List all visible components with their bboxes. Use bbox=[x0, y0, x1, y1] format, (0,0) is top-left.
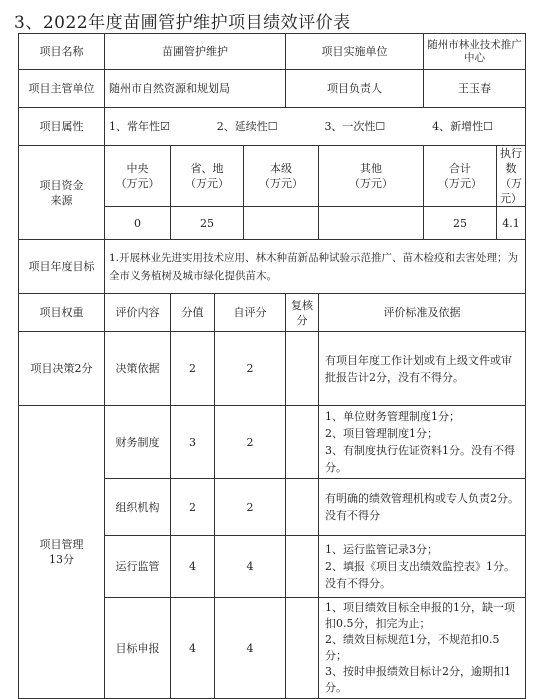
eval-content: 运行监管 bbox=[105, 536, 171, 598]
eval-content: 财务制度 bbox=[105, 406, 171, 479]
funding-header-other: 其他 （万元） bbox=[319, 146, 424, 207]
funding-executed: 4.1 bbox=[497, 207, 526, 240]
attr-option-regular: 1、常年性☑ bbox=[109, 120, 170, 133]
supervisor-value: 随州市自然资源和规划局 bbox=[105, 70, 286, 108]
eval-content: 组织机构 bbox=[105, 479, 171, 536]
eval-header-criteria: 评价标准及依据 bbox=[319, 294, 526, 332]
eval-header-score: 分值 bbox=[171, 294, 215, 332]
funding-label: 项目资金 来源 bbox=[19, 146, 105, 240]
eval-criteria: 1、单位财务管理制度1分； 2、项目管理制度1分； 3、有制度执行佐证资料1分。没有不得分。 bbox=[319, 406, 526, 479]
eval-self-score: 4 bbox=[215, 598, 286, 699]
funding-header-total: 合计 （万元） bbox=[424, 146, 497, 207]
eval-header-content: 评价内容 bbox=[105, 294, 171, 332]
impl-unit-label: 项目实施单位 bbox=[286, 34, 424, 70]
row-supervisor bbox=[19, 70, 526, 108]
goal-text: 1.开展林业先进实用技术应用、林木种苗新品种试验示范推广、苗木检疫和去害处理；为全市义务植树及城市绿化提供苗木。 bbox=[105, 240, 526, 294]
project-name-value: 苗圃管护维护 bbox=[105, 34, 286, 70]
eval-score: 4 bbox=[171, 598, 215, 699]
attr-label: 项目属性 bbox=[19, 108, 105, 146]
eval-criteria: 1、运行监管记录3分； 2、填报《项目支出绩效监控表》1分。没有不得分。 bbox=[319, 536, 526, 598]
eval-content: 决策依据 bbox=[105, 332, 171, 406]
project-name-label: 项目名称 bbox=[19, 34, 105, 70]
supervisor-label: 项目主管单位 bbox=[19, 70, 105, 108]
evaluation-table bbox=[18, 33, 526, 699]
weight-decision: 项目决策2分 bbox=[19, 332, 105, 406]
eval-self-score: 2 bbox=[215, 406, 286, 479]
leader-label: 项目负责人 bbox=[286, 70, 424, 108]
page-title: 3、2022年度苗圃管护维护项目绩效评价表 bbox=[14, 13, 351, 33]
attr-option-onetime: 3、一次性☐ bbox=[324, 120, 386, 133]
eval-self-score: 2 bbox=[215, 332, 286, 406]
eval-review-score bbox=[286, 598, 319, 699]
row-attributes bbox=[19, 108, 526, 146]
eval-self-score: 4 bbox=[215, 536, 286, 598]
eval-criteria: 1、项目绩效目标全申报的1分，缺一项扣0.5分，扣完为止； 2、绩效目标规范1分，不规范扣0.5分； 3、按时申报绩效目标计2分，逾期扣1分。 bbox=[319, 598, 526, 699]
eval-header-weight: 项目权重 bbox=[19, 294, 105, 332]
eval-score: 4 bbox=[171, 536, 215, 598]
table-row bbox=[19, 332, 526, 406]
leader-value: 王玉春 bbox=[424, 70, 526, 108]
funding-other bbox=[319, 207, 424, 240]
funding-total: 25 bbox=[424, 207, 497, 240]
eval-score: 2 bbox=[171, 332, 215, 406]
funding-header-province: 省、地 （万元） bbox=[171, 146, 244, 207]
eval-review-score bbox=[286, 332, 319, 406]
attr-option-continuing: 2、延续性☐ bbox=[216, 120, 278, 133]
funding-header-central: 中央 （万元） bbox=[105, 146, 171, 207]
eval-review-score bbox=[286, 406, 319, 479]
row-eval-headers bbox=[19, 294, 526, 332]
eval-criteria: 有明确的绩效管理机构或专人负责2分。没有不得分 bbox=[319, 479, 526, 536]
eval-score: 3 bbox=[171, 406, 215, 479]
eval-self-score: 2 bbox=[215, 479, 286, 536]
eval-content: 目标申报 bbox=[105, 598, 171, 699]
impl-unit-value: 随州市林业技术推广中心 bbox=[424, 34, 526, 70]
table-row bbox=[19, 406, 526, 479]
attr-options bbox=[107, 119, 523, 134]
eval-header-review: 复核分 bbox=[286, 294, 319, 332]
eval-criteria: 有项目年度工作计划或有上级文件或审批报告计2分，没有不得分。 bbox=[319, 332, 526, 406]
funding-local bbox=[244, 207, 319, 240]
eval-header-self: 自评分 bbox=[215, 294, 286, 332]
row-funding-headers bbox=[19, 146, 526, 207]
eval-score: 2 bbox=[171, 479, 215, 536]
eval-review-score bbox=[286, 479, 319, 536]
funding-header-executed: 执行数 （万元） bbox=[497, 146, 526, 207]
funding-province: 25 bbox=[171, 207, 244, 240]
eval-review-score bbox=[286, 536, 319, 598]
row-project-name bbox=[19, 34, 526, 70]
row-goal bbox=[19, 240, 526, 294]
weight-management: 项目管理 13分 bbox=[19, 406, 105, 699]
attr-option-new: 4、新增性☐ bbox=[432, 120, 494, 133]
funding-header-local: 本级 （万元） bbox=[244, 146, 319, 207]
funding-central: 0 bbox=[105, 207, 171, 240]
goal-label: 项目年度目标 bbox=[19, 240, 105, 294]
